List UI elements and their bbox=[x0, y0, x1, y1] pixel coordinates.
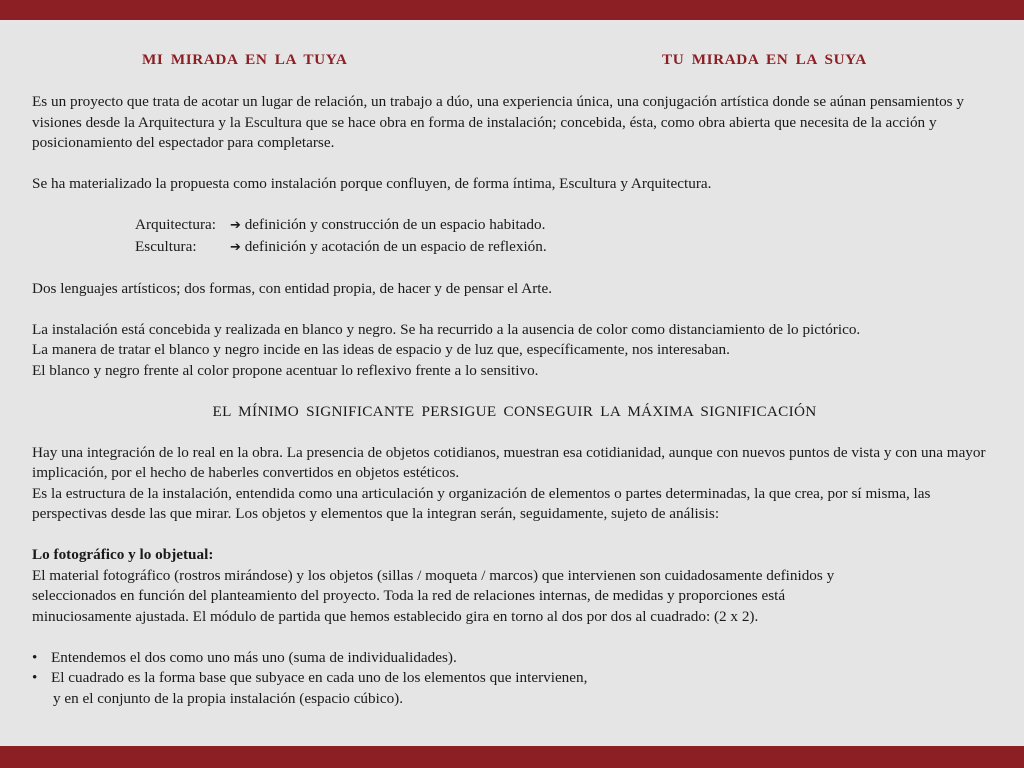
definition-term: Arquitectura: bbox=[135, 216, 216, 233]
languages-paragraph: Dos lenguajes artísticos; dos formas, con entidad propia, de hacer y de pensar el Arte. bbox=[32, 279, 553, 297]
motto: EL MÍNIMO SIGNIFICANTE PERSIGUE CONSEGUIR LA MÁXIMA SIGNIFICACIÓN bbox=[212, 402, 817, 420]
definition-term: Escultura: bbox=[135, 237, 197, 255]
bullet-item bbox=[32, 648, 997, 669]
bullet-continuation: y en el conjunto de la propia instalación (espacio cúbico). bbox=[53, 689, 404, 707]
bw-line-1: La instalación está concebida y realizada en blanco y negro. Se ha recurrido a la ausencia de color como distanciamiento de lo pictórico. bbox=[32, 320, 861, 338]
definition-architecture bbox=[135, 215, 997, 237]
title-right: TU MIRADA EN LA SUYA bbox=[662, 51, 867, 68]
bullet-icon: • bbox=[32, 648, 38, 666]
definition-text: definición y acotación de un espacio de reflexión. bbox=[244, 237, 547, 255]
bullet-text: Entendemos el dos como uno más uno (suma de individualidades). bbox=[51, 648, 457, 666]
structure-paragraph: Es la estructura de la instalación, entendida como una articulación y organización de elementos o partes determinadas, la que crea, por sí misma, las perspectivas desde las que mirar. Los objetos y elementos que la integran serán, seguidamente, sujeto de análisis: bbox=[32, 484, 931, 522]
top-band bbox=[0, 0, 1024, 20]
materialized-paragraph: Se ha materializado la propuesta como instalación porque confluyen, de forma íntima, Escultura y Arquitectura. bbox=[32, 175, 712, 192]
arrow-right-icon: ➔ bbox=[230, 218, 241, 233]
photo-line-2: seleccionados en función del planteamiento del proyecto. Toda la red de relaciones internas, de medidas y proporciones está bbox=[32, 587, 786, 604]
photo-line-3: minuciosamente ajustada. El módulo de partida que hemos establecido gira en torno al dos por dos al cuadrado: (2 x 2). bbox=[32, 607, 759, 625]
bw-line-3: El blanco y negro frente al color propone acentuar lo reflexivo frente a lo sensitivo. bbox=[32, 361, 539, 379]
definition-text: definición y construcción de un espacio habitado. bbox=[244, 216, 546, 233]
integration-paragraph: Hay una integración de lo real en la obra. La presencia de objetos cotidianos, muestran esa cotidianidad, aunque con nuevos puntos de vista y con una mayor implicación, por el hecho de haberles convertidos en objetos estéticos. bbox=[32, 443, 986, 481]
slide-content bbox=[32, 50, 997, 709]
definition-sculpture bbox=[135, 237, 997, 259]
title-left: MI MIRADA EN LA TUYA bbox=[142, 51, 348, 68]
bullet-item bbox=[32, 668, 997, 689]
bullet-icon: • bbox=[32, 669, 38, 686]
section-heading: Lo fotográfico y lo objetual: bbox=[32, 546, 214, 563]
titles-row bbox=[32, 50, 997, 72]
bottom-band bbox=[0, 746, 1024, 768]
bullet-text: El cuadrado es la forma base que subyace en cada uno de los elementos que intervienen, bbox=[51, 669, 588, 686]
arrow-right-icon: ➔ bbox=[230, 239, 241, 255]
bw-line-2: La manera de tratar el blanco y negro incide en las ideas de espacio y de luz que, específicamente, nos interesaban. bbox=[32, 341, 730, 358]
photo-line-1: El material fotográfico (rostros mirándose) y los objetos (sillas / moqueta / marcos) que intervienen son cuidadosamente definidos y bbox=[32, 566, 835, 584]
intro-paragraph: Es un proyecto que trata de acotar un lugar de relación, un trabajo a dúo, una experiencia única, una conjugación artística donde se aúnan pensamientos y visiones desde la Arquitectura y la Escultura que se hace obra en forma de instalación; concebida, ésta, como obra abierta que necesita de la acción y posicionamiento del espectador para completarse. bbox=[32, 93, 964, 151]
